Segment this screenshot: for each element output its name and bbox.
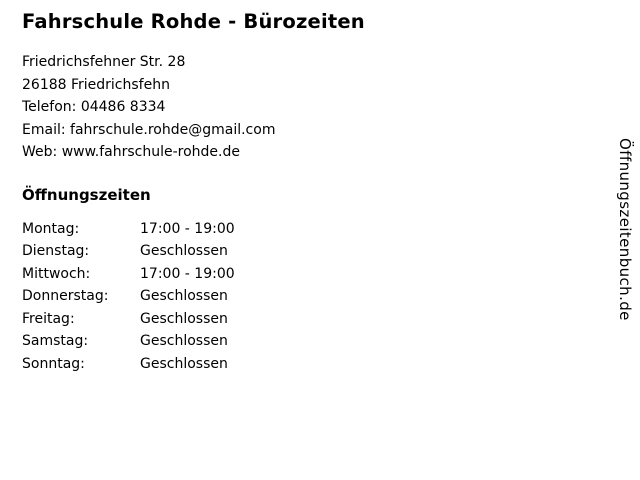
- table-row: [22, 218, 340, 241]
- day-label: Montag:: [22, 220, 80, 237]
- day-label: Mittwoch:: [22, 265, 91, 282]
- table-row: [22, 330, 340, 353]
- watermark-brand: Öffnungszeitenbuch.de: [616, 138, 634, 321]
- table-row: [22, 240, 340, 263]
- page-title: Fahrschule Rohde - Bürozeiten: [22, 10, 365, 33]
- table-row: [22, 285, 340, 308]
- address-block: [22, 51, 582, 164]
- hours-value: Geschlossen: [140, 310, 228, 327]
- address-street: Friedrichsfehner Str. 28: [22, 54, 186, 71]
- day-label: Sonntag:: [22, 355, 85, 372]
- hours-value: Geschlossen: [140, 355, 228, 372]
- hours-value: 17:00 - 19:00: [140, 220, 235, 237]
- hours-value: 17:00 - 19:00: [140, 265, 235, 282]
- hours-value: Geschlossen: [140, 288, 228, 305]
- day-label: Dienstag:: [22, 243, 90, 260]
- opening-hours-heading: Öffnungszeiten: [22, 185, 151, 204]
- table-row: [22, 263, 340, 286]
- hours-value: Geschlossen: [140, 243, 228, 260]
- day-label: Samstag:: [22, 333, 89, 350]
- hours-value: Geschlossen: [140, 333, 228, 350]
- table-row: [22, 353, 340, 376]
- email-line: Email: fahrschule.rohde@gmail.com: [22, 121, 276, 138]
- day-label: Freitag:: [22, 310, 75, 327]
- phone-line: Telefon: 04486 8334: [22, 99, 166, 116]
- table-row: [22, 308, 340, 331]
- business-info-block: [22, 10, 582, 375]
- website-line: Web: www.fahrschule-rohde.de: [22, 144, 240, 161]
- day-label: Donnerstag:: [22, 288, 109, 305]
- address-city: 26188 Friedrichsfehn: [22, 76, 170, 93]
- opening-hours-table: [22, 218, 340, 376]
